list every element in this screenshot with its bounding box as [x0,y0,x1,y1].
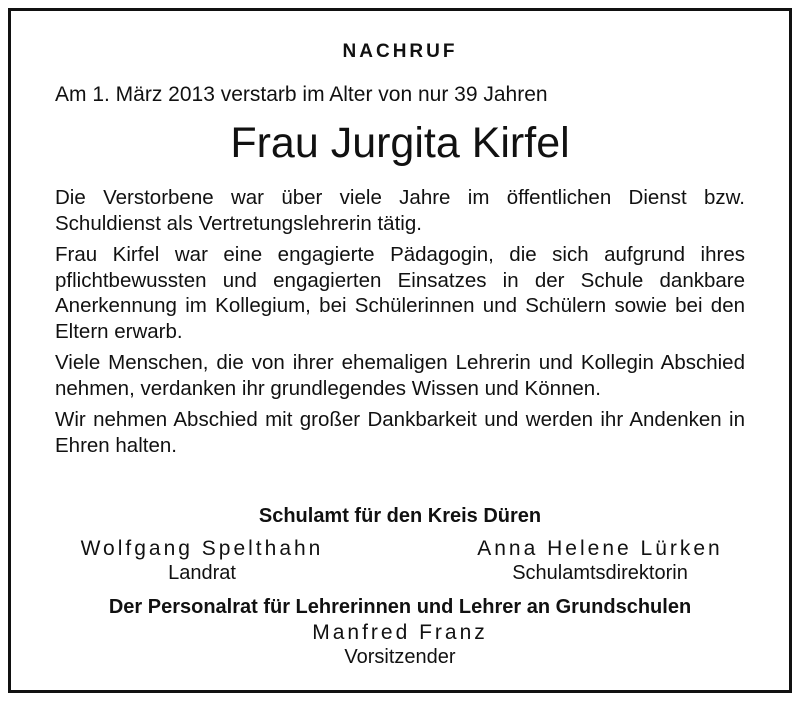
paragraph-career: Die Verstorbene war über viele Jahre im öffentlichen Dienst bzw. Schuldienst als Vertretungslehrerin tätig. [55,186,745,235]
council-name: Der Personalrat für Lehrerinnen und Lehrer an Grundschulen [108,596,692,618]
signatory-role: Schulamtsdirektorin [512,562,688,584]
signature-block-chair [11,620,789,670]
paragraph-legacy: Viele Menschen, die von ihrer ehemaligen Lehrerin und Kollegin Abschied nehmen, verdanken ihr grundlegendes Wissen und Können. [55,351,745,400]
obituary-body [55,185,745,464]
signatory-name: Manfred Franz [312,621,488,644]
obituary-notice [8,8,792,693]
paragraph-farewell: Wir nehmen Abschied mit großer Dankbarkeit und werden ihr Andenken in Ehren halten. [55,408,745,457]
paragraph-tribute: Frau Kirfel war eine engagierte Pädagogin, die sich aufgrund ihres pflichtbewussten und engagierten Einsatzes in der Schule dankbare Anerkennung im Kollegium, bei Schülerinnen und Schülern sowie bei den Eltern erwarb. [55,243,745,343]
signature-block-left [57,536,347,586]
notice-heading: NACHRUF [342,41,458,62]
signatory-name: Wolfgang Spelthahn [80,537,324,560]
signatory-role: Vorsitzender [344,646,456,668]
signature-block-right [455,536,745,586]
signatory-name: Anna Helene Lürken [477,537,723,560]
authority-name: Schulamt für den Kreis Düren [258,505,542,527]
signatory-role: Landrat [168,562,236,584]
deceased-name: Frau Jurgita Kirfel [230,119,570,167]
death-announcement: Am 1. März 2013 verstarb im Alter von nur 39 Jahren [55,83,548,106]
